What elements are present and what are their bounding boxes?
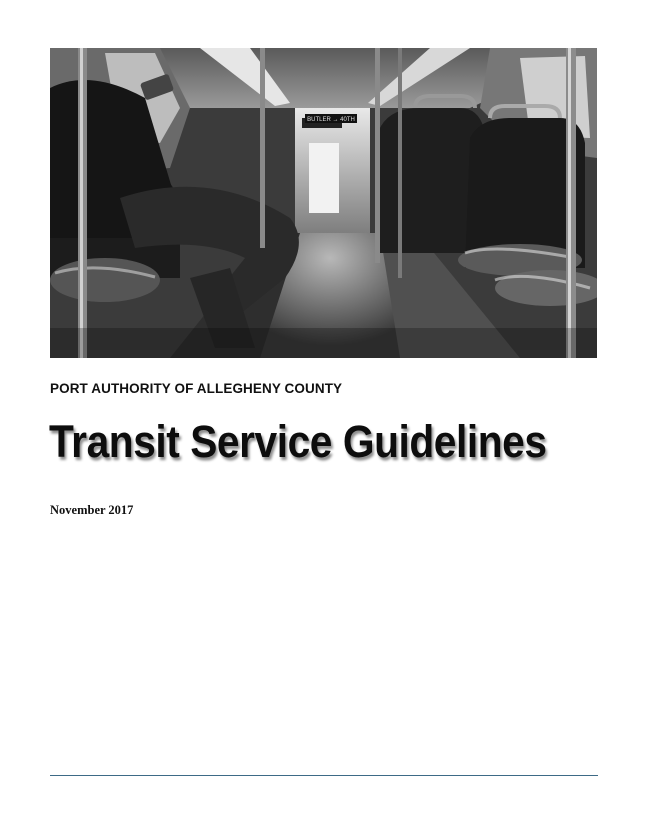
- bus-interior-photo: [50, 48, 597, 358]
- organization-name: PORT AUTHORITY OF ALLEGHENY COUNTY: [50, 381, 343, 396]
- footer-divider: [50, 775, 598, 776]
- document-title: Transit Service Guidelines: [49, 416, 547, 467]
- destination-sign-text: BUTLER → 40TH: [307, 117, 355, 123]
- document-date: November 2017: [50, 503, 134, 517]
